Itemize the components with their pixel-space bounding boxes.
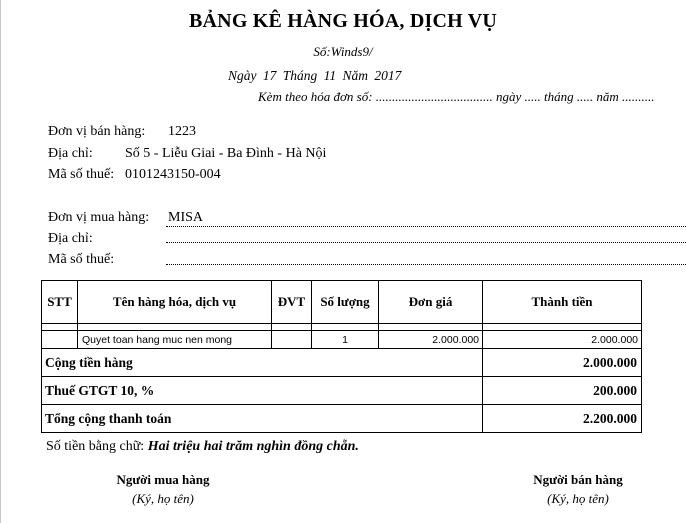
header-unit: ĐVT: [272, 281, 312, 324]
header-amount: Thành tiền: [483, 281, 642, 324]
buyer-unit-label: Đơn vị mua hàng:: [48, 210, 150, 225]
cell-unit-price: 2.000.000: [379, 331, 483, 349]
amount-in-words-value: Hai triệu hai trăm nghìn đồng chẵn.: [147, 439, 359, 454]
total-value: 2.200.000: [483, 405, 642, 433]
seller-signature-title: Người bán hàng: [533, 472, 623, 487]
buyer-tax-label: Mã số thuế:: [48, 252, 115, 267]
total-row: [42, 405, 642, 433]
total-label: Tổng cộng thanh toán: [42, 405, 483, 433]
cell-quantity: 1: [312, 331, 379, 349]
vat-label: Thuế GTGT 10, %: [42, 377, 483, 405]
seller-tax-label: Mã số thuế:: [48, 167, 115, 182]
cell-amount: 2.000.000: [483, 331, 642, 349]
cell-item-name: Quyet toan hang muc nen mong: [78, 331, 272, 349]
seller-unit-label: Đơn vị bán hàng:: [48, 124, 146, 139]
buyer-tax-dotline: [166, 264, 686, 265]
buyer-address-label: Địa chỉ:: [48, 231, 93, 246]
table-header-row: [42, 281, 642, 324]
serial-number: Số:Winds9/: [313, 44, 373, 59]
subtotal-label: Cộng tiền hàng: [42, 349, 483, 377]
buyer-signature-hint: (Ký, họ tên): [132, 491, 194, 506]
seller-signature-hint: (Ký, họ tên): [547, 491, 609, 506]
table-row: [42, 331, 642, 349]
header-quantity: Số lượng: [312, 281, 379, 324]
table-spacer-row: [42, 324, 642, 331]
seller-unit-value: 1223: [168, 124, 196, 139]
header-stt: STT: [42, 281, 78, 324]
attached-invoice-line: Kèm theo hóa đơn số: .................................... ngày ..... tháng ..... năm ..........: [258, 89, 655, 104]
cell-stt: [42, 331, 78, 349]
page-border: [0, 0, 1, 523]
vat-value: 200.000: [483, 377, 642, 405]
document-date: Ngày 17 Tháng 11 Năm 2017: [228, 68, 402, 83]
cell-unit: [272, 331, 312, 349]
document-title: BẢNG KÊ HÀNG HÓA, DỊCH VỤ: [189, 10, 497, 32]
seller-address-label: Địa chỉ:: [48, 146, 93, 161]
seller-tax-value: 0101243150-004: [125, 167, 221, 182]
amount-in-words: [46, 439, 359, 455]
header-unit-price: Đơn giá: [379, 281, 483, 324]
buyer-signature-title: Người mua hàng: [116, 472, 210, 487]
buyer-address-dotline: [166, 242, 686, 243]
vat-row: [42, 377, 642, 405]
header-item-name: Tên hàng hóa, dịch vụ: [78, 281, 272, 324]
buyer-unit-dotline: [166, 226, 686, 227]
seller-address-value: Số 5 - Liễu Giai - Ba Đình - Hà Nội: [125, 146, 327, 161]
subtotal-value: 2.000.000: [483, 349, 642, 377]
goods-table: [41, 280, 642, 433]
subtotal-row: [42, 349, 642, 377]
amount-in-words-label: Số tiền bằng chữ:: [46, 439, 145, 454]
buyer-unit-value: MISA: [168, 210, 204, 225]
